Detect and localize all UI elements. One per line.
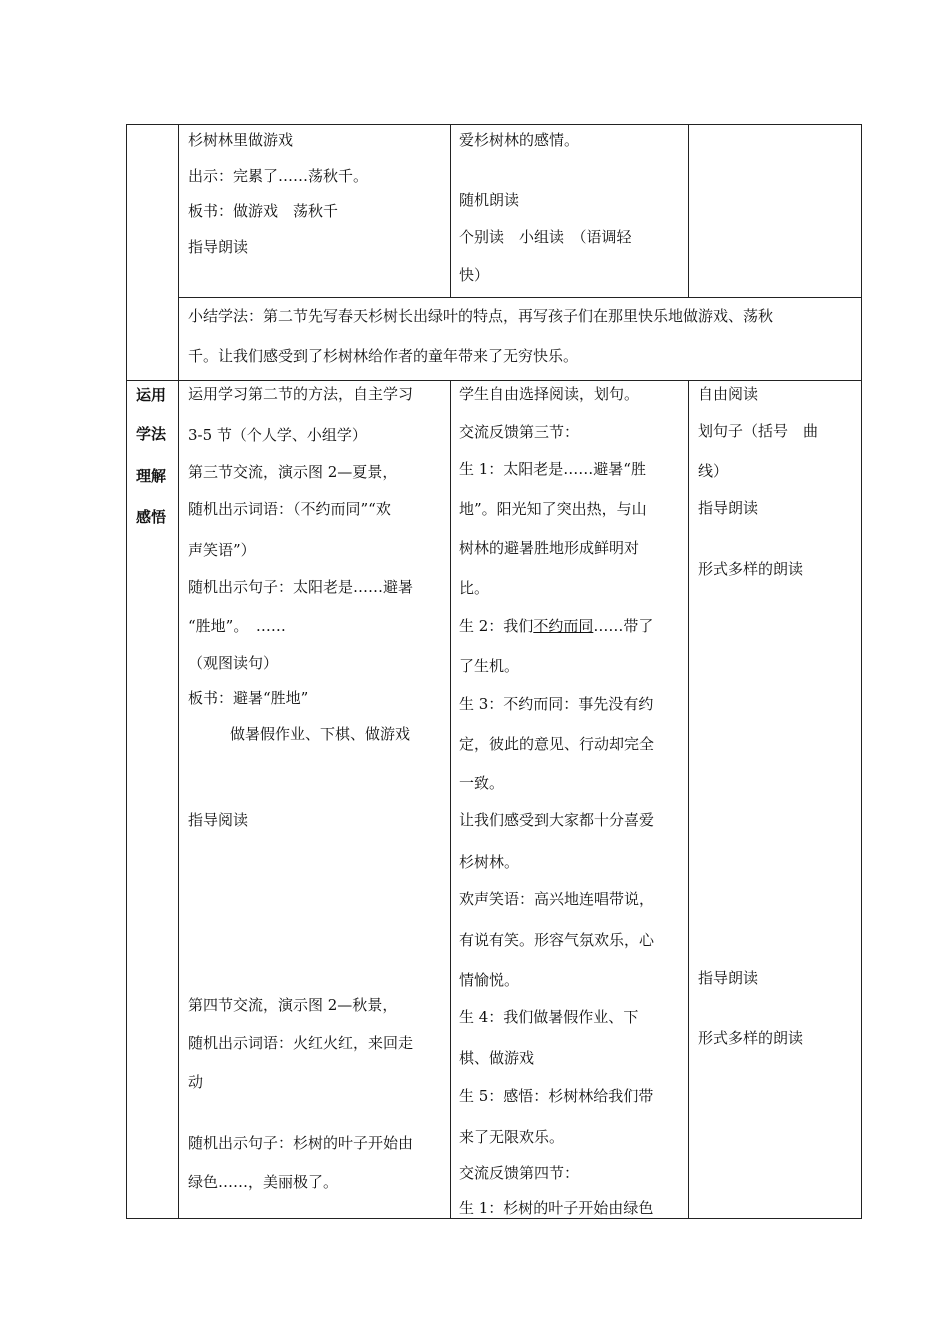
col2-line: 第三节交流，演示图 2—夏景， (188, 463, 398, 481)
col2-line: 做暑假作业、下棋、做游戏 (230, 725, 411, 743)
col3-line: 生 1：太阳老是……避暑“胜 (459, 460, 646, 478)
row1-col2-line: 出示：完累了……荡秋千。 (188, 167, 369, 185)
summary-line: 千。让我们感受到了杉树林给作者的童年带来了无穷快乐。 (188, 347, 579, 365)
col3-line: 让我们感受到大家都十分喜爱 (459, 811, 655, 829)
table-rule-summary-top (178, 297, 862, 298)
col2-line: 板书：避暑“胜地” (188, 689, 309, 707)
col2-line: “胜地”。 …… (188, 617, 286, 635)
row1-col3-line: 快） (459, 266, 490, 284)
summary-line: 小结学法：第二节先写春天杉树长出绿叶的特点，再写孩子们在那里快乐地做游戏、荡秋 (188, 307, 774, 325)
col3-line: 一致。 (459, 774, 505, 792)
table-col-divider-2a (450, 124, 451, 297)
col3-line: 了生机。 (459, 657, 520, 675)
col3-line: 比。 (459, 579, 490, 597)
col2-line: 第四节交流，演示图 2—秋景， (188, 996, 398, 1014)
table-col-divider-3a (688, 124, 689, 297)
col3-line: 生 3：不约而同：事先没有约 (459, 695, 654, 713)
table-col-divider-2b (450, 380, 451, 1219)
table-rule-section-top (126, 380, 862, 381)
row1-col2-line: 指导朗读 (188, 238, 249, 256)
section-label-line: 学法 (136, 425, 167, 443)
col4-line: 形式多样的朗读 (698, 1029, 804, 1047)
row1-col3-line: 个别读 小组读 （语调轻 (459, 228, 632, 246)
section-label-line: 运用 (136, 386, 167, 404)
col3-line: 生 5：感悟：杉树林给我们带 (459, 1087, 654, 1105)
section-label-line: 感悟 (136, 508, 167, 526)
col4-line: 形式多样的朗读 (698, 560, 804, 578)
col2-line: 动 (188, 1073, 204, 1091)
col3-line: 棋、做游戏 (459, 1049, 535, 1067)
table-border-bottom (126, 1218, 862, 1219)
row1-col2-line: 板书：做游戏 荡秋千 (188, 202, 339, 220)
col3-line: 有说有笑。形容气氛欢乐，心 (459, 931, 655, 949)
col3-line: 来了无限欢乐。 (459, 1128, 565, 1146)
col3-line: 情愉悦。 (459, 971, 520, 989)
col3-line: 定，彼此的意见、行动却完全 (459, 735, 655, 753)
col2-line: 绿色……，美丽极了。 (188, 1173, 339, 1191)
col4-line: 线） (698, 462, 729, 480)
col2-line: 随机出示词语：（不约而同”“欢 (188, 500, 391, 518)
col2-line: 指导阅读 (188, 811, 249, 829)
row1-col2-line: 杉树林里做游戏 (188, 131, 294, 149)
col3-line: 生 1：杉树的叶子开始由绿色 (459, 1199, 654, 1217)
row1-col3-line: 随机朗读 (459, 191, 520, 209)
col3-line: 地”。阳光知了突出热，与山 (459, 500, 647, 518)
col3-line (459, 617, 653, 635)
table-col-divider-1 (178, 124, 179, 1219)
col2-line: 随机出示句子：杉树的叶子开始由 (188, 1134, 414, 1152)
col2-line: 声笑语”） (188, 541, 256, 559)
col3-line: 交流反馈第三节： (459, 423, 580, 441)
table-border-left (126, 124, 127, 1219)
col4-line: 指导朗读 (698, 969, 759, 987)
table-col-divider-3b (688, 380, 689, 1219)
col2-line: 随机出示词语：火红火红，来回走 (188, 1034, 414, 1052)
row1-col3-line: 爱杉树林的感情。 (459, 131, 580, 149)
col3-line: 交流反馈第四节： (459, 1164, 580, 1182)
col3-line: 生 4：我们做暑假作业、下 (459, 1008, 639, 1026)
col3-line: 树林的避暑胜地形成鲜明对 (459, 539, 640, 557)
col4-line: 划句子（括号 曲 (698, 422, 819, 440)
col4-line: 自由阅读 (698, 385, 759, 403)
col3-line-part: ……带了 (593, 617, 654, 635)
section-label-line: 理解 (136, 467, 167, 485)
col3-line-part: 生 2：我们 (459, 617, 534, 635)
col3-line: 欢声笑语：高兴地连唱带说， (459, 890, 655, 908)
underlined-phrase: 不约而同 (533, 617, 594, 635)
col2-line: （观图读句） (188, 654, 279, 672)
table-border-top (126, 124, 862, 125)
col4-line: 指导朗读 (698, 499, 759, 517)
col2-line: 3-5 节（个人学、小组学） (188, 426, 367, 444)
col3-line: 学生自由选择阅读，划句。 (459, 385, 640, 403)
table-border-right (861, 124, 862, 1219)
col2-line: 运用学习第二节的方法，自主学习 (188, 385, 414, 403)
col2-line: 随机出示句子：太阳老是……避暑 (188, 578, 414, 596)
col3-line: 杉树林。 (459, 853, 520, 871)
